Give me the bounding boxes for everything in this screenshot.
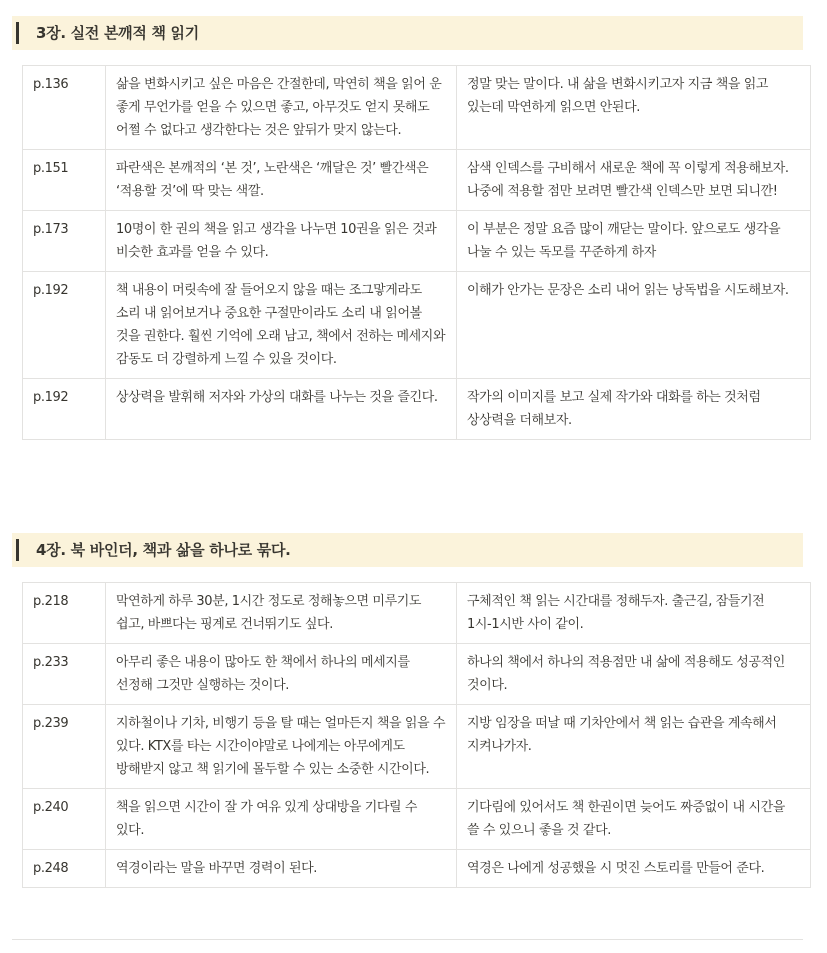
quote-cell: 삶을 변화시키고 싶은 마음은 간절한데, 막연히 책을 읽어 운 좋게 무언가를 얻을 수 있으면 좋고, 아무것도 얻지 못해도 어쩔 수 없다고 생각한다는 것은 앞뒤가 맞지 않는다. bbox=[106, 66, 457, 150]
memo-cell: 지방 임장을 떠날 때 기차안에서 책 읽는 습관을 계속해서 지켜나가자. bbox=[457, 705, 811, 789]
page-cell: p.233 bbox=[23, 644, 106, 705]
page-cell: p.151 bbox=[23, 150, 106, 211]
notes-table-ch4 bbox=[22, 582, 811, 888]
memo-cell: 정말 맞는 말이다. 내 삶을 변화시키고자 지금 책을 읽고 있는데 막연하게 읽으면 안된다. bbox=[457, 66, 811, 150]
page-cell: p.218 bbox=[23, 583, 106, 644]
table-row bbox=[23, 379, 811, 440]
section-header-ch4 bbox=[12, 533, 803, 567]
page-cell: p.192 bbox=[23, 272, 106, 379]
table-row bbox=[23, 850, 811, 888]
quote-cell: 파란색은 본깨적의 ‘본 것’, 노란색은 ‘깨달은 것’ 빨간색은 ‘적용할 것’에 딱 맞는 색깔. bbox=[106, 150, 457, 211]
page-cell: p.173 bbox=[23, 211, 106, 272]
memo-cell: 기다림에 있어서도 책 한권이면 늦어도 짜증없이 내 시간을 쓸 수 있으니 좋을 것 같다. bbox=[457, 789, 811, 850]
notes-table-ch3 bbox=[22, 65, 811, 440]
table-row bbox=[23, 789, 811, 850]
table-row bbox=[23, 272, 811, 379]
page-cell: p.136 bbox=[23, 66, 106, 150]
quote-cell: 10명이 한 권의 책을 읽고 생각을 나누면 10권을 읽은 것과 비슷한 효과를 얻을 수 있다. bbox=[106, 211, 457, 272]
quote-cell: 책 내용이 머릿속에 잘 들어오지 않을 때는 조그맣게라도 소리 내 읽어보거나 중요한 구절만이라도 소리 내 읽어볼 것을 권한다. 훨씬 기억에 오래 남고, 책에서 전하는 메세지와 감동도 더 강렬하게 느낄 수 있을 것이다. bbox=[106, 272, 457, 379]
section-bar bbox=[16, 22, 19, 44]
quote-cell: 역경이라는 말을 바꾸면 경력이 된다. bbox=[106, 850, 457, 888]
table-row bbox=[23, 583, 811, 644]
page-cell: p.240 bbox=[23, 789, 106, 850]
table-row bbox=[23, 705, 811, 789]
table-row bbox=[23, 66, 811, 150]
bottom-divider bbox=[12, 939, 803, 940]
page-cell: p.239 bbox=[23, 705, 106, 789]
memo-cell: 구체적인 책 읽는 시간대를 정해두자. 출근길, 잠들기전 1시-1시반 사이 같이. bbox=[457, 583, 811, 644]
table-row bbox=[23, 211, 811, 272]
memo-cell: 작가의 이미지를 보고 실제 작가와 대화를 하는 것처럼 상상력을 더해보자. bbox=[457, 379, 811, 440]
memo-cell: 이해가 안가는 문장은 소리 내어 읽는 낭독법을 시도해보자. bbox=[457, 272, 811, 379]
memo-cell: 이 부분은 정말 요즘 많이 깨닫는 말이다. 앞으로도 생각을 나눌 수 있는 독모를 꾸준하게 하자 bbox=[457, 211, 811, 272]
memo-cell: 하나의 책에서 하나의 적용점만 내 삶에 적용해도 성공적인 것이다. bbox=[457, 644, 811, 705]
section-title: 3장. 실전 본깨적 책 읽기 bbox=[36, 24, 199, 42]
memo-cell: 역경은 나에게 성공했을 시 멋진 스토리를 만들어 준다. bbox=[457, 850, 811, 888]
quote-cell: 막연하게 하루 30분, 1시간 정도로 정해놓으면 미루기도 쉽고, 바쁘다는 핑계로 건너뛰기도 싶다. bbox=[106, 583, 457, 644]
quote-cell: 아무리 좋은 내용이 많아도 한 책에서 하나의 메세지를 선정해 그것만 실행하는 것이다. bbox=[106, 644, 457, 705]
table-row bbox=[23, 150, 811, 211]
quote-cell: 책을 읽으면 시간이 잘 가 여유 있게 상대방을 기다릴 수 있다. bbox=[106, 789, 457, 850]
section-header-ch3 bbox=[12, 16, 803, 50]
section-bar bbox=[16, 539, 19, 561]
section-title: 4장. 북 바인더, 책과 삶을 하나로 묶다. bbox=[36, 541, 291, 559]
quote-cell: 지하철이나 기차, 비행기 등을 탈 때는 얼마든지 책을 읽을 수 있다. KTX를 타는 시간이야말로 나에게는 아무에게도 방해받지 않고 책 읽기에 몰두할 수 있는 소중한 시간이다. bbox=[106, 705, 457, 789]
page-cell: p.248 bbox=[23, 850, 106, 888]
memo-cell: 삼색 인덱스를 구비해서 새로운 책에 꼭 이렇게 적용해보자. 나중에 적용할 점만 보려면 빨간색 인덱스만 보면 되니깐! bbox=[457, 150, 811, 211]
table-row bbox=[23, 644, 811, 705]
page-cell: p.192 bbox=[23, 379, 106, 440]
quote-cell: 상상력을 발휘해 저자와 가상의 대화를 나누는 것을 즐긴다. bbox=[106, 379, 457, 440]
